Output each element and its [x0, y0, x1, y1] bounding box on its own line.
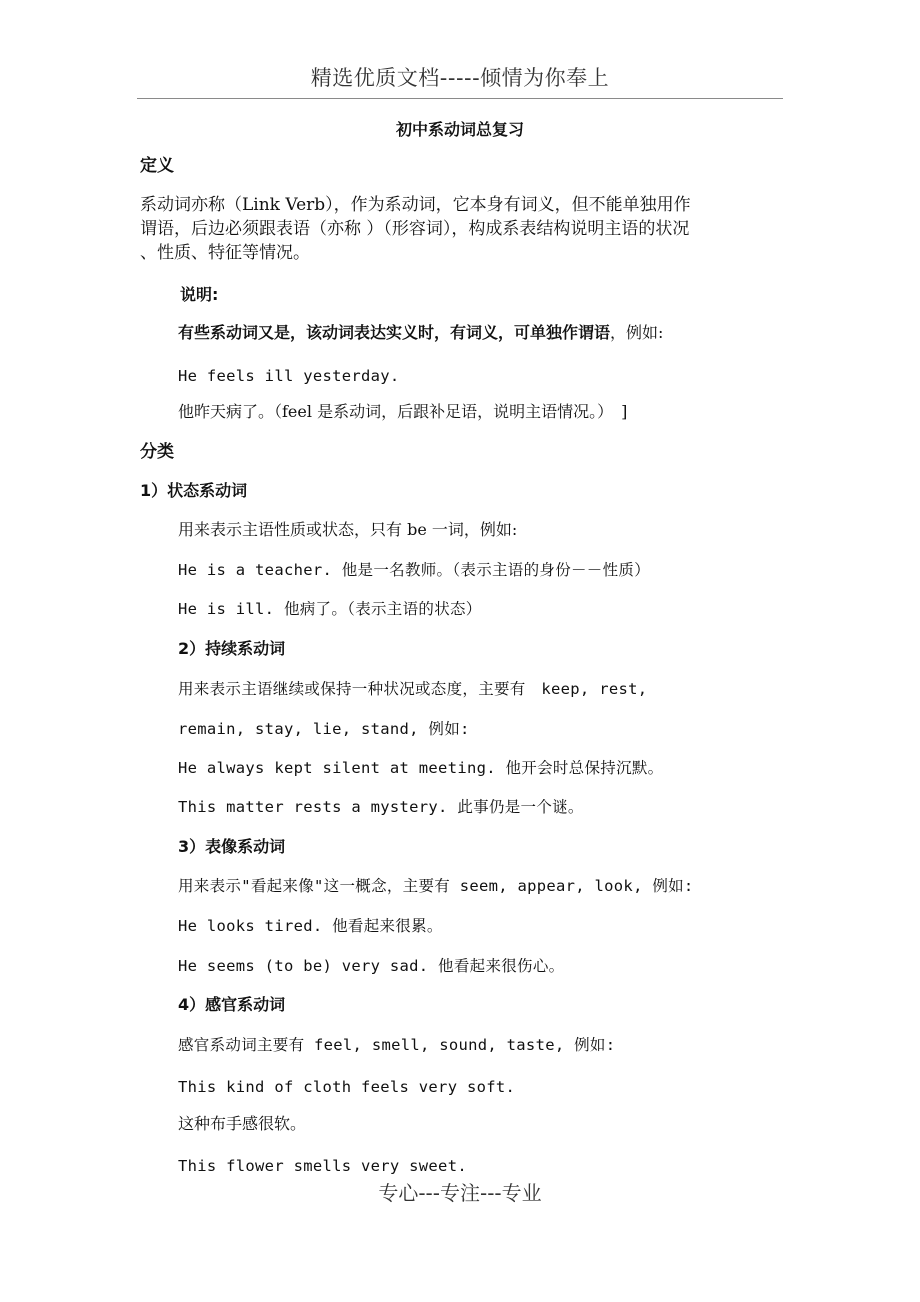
section-line: He is a teacher. 他是一名教师。（表示主语的身份－－性质） [178, 561, 650, 579]
note-tail-text: ，例如: [610, 323, 664, 342]
section-line: This flower smells very sweet. [178, 1157, 467, 1175]
section-line: 用来表示主语性质或状态，只有 be 一词，例如: [178, 520, 518, 539]
section-line: He is ill. 他病了。（表示主语的状态） [178, 600, 482, 618]
header-title: 精选优质文档-----倾情为你奉上 [310, 66, 610, 90]
section-heading: 4）感官系动词 [178, 995, 286, 1014]
footer-text: 专心---专注---专业 [378, 1181, 542, 1205]
note-example-chinese: 他昨天病了。（feel 是系动词，后跟补足语，说明主语情况。） ] [178, 402, 628, 421]
document-title: 初中系动词总复习 [395, 120, 524, 139]
definition-line: 、性质、特征等情况。 [140, 243, 310, 263]
definition-paragraph [140, 193, 780, 265]
section-line: remain, stay, lie, stand, 例如: [178, 720, 470, 738]
section-line: He seems (to be) very sad. 他看起来很伤心。 [178, 957, 565, 975]
section-line: 感官系动词主要有 feel, smell, sound, taste, 例如: [178, 1036, 616, 1054]
section-heading: 2）持续系动词 [178, 639, 286, 658]
classification-heading: 分类 [140, 442, 174, 462]
section-line: This kind of cloth feels very soft. [178, 1078, 516, 1096]
note-label: 说明: [180, 285, 219, 304]
section-line: This matter rests a mystery. 此事仍是一个谜。 [178, 798, 584, 816]
section-heading: 1）状态系动词 [140, 481, 248, 500]
definition-line: 系动词亦称（Link Verb），作为系动词，它本身有词义，但不能单独用作 [140, 195, 691, 215]
definition-heading: 定义 [140, 156, 174, 176]
section-line: He looks tired. 他看起来很累。 [178, 917, 443, 935]
note-example-english: He feels ill yesterday. [178, 367, 400, 385]
note-bold-text: 有些系动词又是，该动词表达实义时，有词义，可单独作谓语 [178, 323, 611, 342]
section-line: 用来表示主语继续或保持一种状况或态度，主要有 keep, rest, [178, 680, 648, 698]
definition-line: 谓语，后边必须跟表语（亦称 ）（形容词），构成系表结构说明主语的状况 [140, 219, 690, 239]
header-divider [137, 98, 783, 99]
section-heading: 3）表像系动词 [178, 837, 286, 856]
section-line: 这种布手感很软。 [178, 1114, 307, 1133]
section-line: 用来表示"看起来像"这一概念，主要有 seem, appear, look, 例如: [178, 877, 694, 895]
note-statement [178, 323, 663, 343]
section-line: He always kept silent at meeting. 他开会时总保持沉默。 [178, 759, 664, 777]
